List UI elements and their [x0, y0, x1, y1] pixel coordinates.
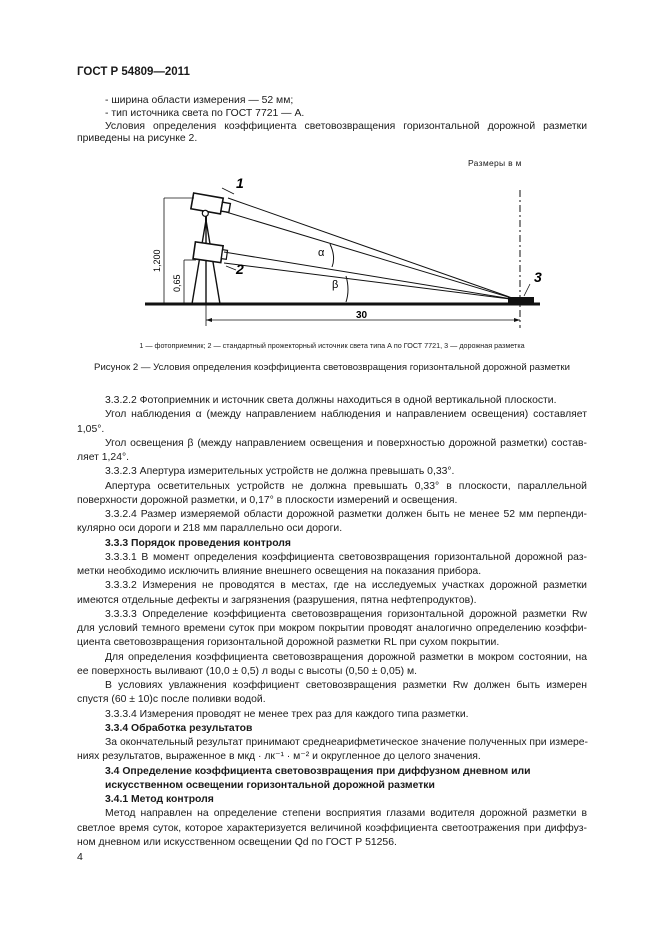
- page-number: 4: [77, 851, 83, 863]
- dim-length: 30: [356, 310, 368, 321]
- text-line: ее поверхность выливают (10,0 ± 0,5) л воды с высоты (0,50 ± 0,05) м.: [77, 665, 417, 677]
- dim-height-2: 0,65: [172, 274, 182, 292]
- text-line: Для определения коэффициента световозвращения дорожной разметки в мокром состоянии, на: [105, 651, 587, 663]
- text-line: спустя (60 ± 10)с после поливки водой.: [77, 694, 266, 706]
- text-line: поверхности дорожной разметки, и 0,17° в плоскости измерений и освещения.: [77, 494, 458, 506]
- figure-2: [140, 160, 560, 330]
- label-1: 1: [236, 175, 244, 191]
- text-line: ном дневном или искусственном освещении Qd по ГОСТ Р 51256.: [77, 836, 397, 848]
- text-line: Угол освещения β (между направлением освещения и поверхностью дорожной разметки) состав-: [105, 437, 587, 449]
- text-line: 3.3.2.2 Фотоприемник и источник света должны находиться в одной вертикальной плоскости.: [105, 395, 557, 406]
- label-3: 3: [534, 269, 542, 285]
- text-line: Угол наблюдения α (между направлением наблюдения и направлением освещения) составляет: [105, 409, 587, 421]
- text-line: 3.3.2.3 Апертура измерительных устройств не должна превышать 0,33°.: [105, 466, 455, 478]
- text-line: 3.3.3.2 Измерения не проводятся в местах, где на исследуемых участках дорожной разметки: [105, 580, 587, 592]
- text-line: метки необходимо исключить влияние внешнего освещения на показания прибора.: [77, 566, 482, 577]
- text-line: - ширина области измерения — 52 мм;: [105, 95, 294, 106]
- dim-height-1: 1,200: [152, 249, 162, 272]
- text-line: приведены на рисунке 2.: [77, 133, 198, 145]
- figure-caption: Рисунок 2 — Условия определения коэффициента световозвращения горизонтальной дорожной разметки: [94, 362, 570, 373]
- text-line: Условия определения коэффициента световозвращения горизонтальной дорожной разметки: [105, 120, 587, 132]
- figure-legend: 1 — фотоприемник; 2 — стандартный прожекторный источник света типа А по ГОСТ 7721, 3 — дорожная разметка: [139, 341, 525, 350]
- text-line: Апертура осветительных устройств не должна превышать 0,33° в плоскости, параллельной: [105, 480, 587, 492]
- text-line: кулярно оси дороги и 218 мм параллельно оси дороги.: [77, 523, 343, 535]
- text-line: За окончательный результат принимают среднеарифметическое значение полученных при измере-: [105, 737, 589, 748]
- text-line: 3.3.3 Порядок проведения контроля: [105, 537, 291, 549]
- text-line: имеются отдельные дефекты и загрязнения (разрушения, пятна нефтепродуктов).: [77, 594, 477, 606]
- text-line: циента световозвращения горизонтальной дорожной разметки RL при сухом покрытии.: [77, 637, 500, 649]
- text-line: 3.4 Определение коэффициента световозвращения при диффузном дневном или: [105, 765, 531, 777]
- text-line: 3.3.2.4 Размер измеряемой области дорожной разметки должен быть не менее 52 мм перпенди-: [105, 509, 587, 520]
- photoreceiver: [190, 193, 231, 220]
- label-2: 2: [236, 261, 244, 277]
- text-line: ляет 1,24°.: [77, 452, 130, 463]
- text-line: 3.3.4 Обработка результатов: [105, 722, 253, 734]
- measurement-diagram: [140, 160, 560, 330]
- observation-ray: [228, 198, 518, 300]
- text-line: 3.3.3.3 Определение коэффициента световозвращения горизонтальной дорожной разметки Rw: [105, 608, 587, 620]
- text-line: В условиях увлажнения коэффициент световозвращения разметки Rw должен быть измерен: [105, 680, 587, 691]
- text-line: Метод направлен на определение степени восприятия глазами водителя дорожной разметки в: [105, 808, 587, 820]
- angle-beta: β: [332, 279, 339, 291]
- illumination-ray: [224, 252, 518, 300]
- text-line: 3.4.1 Метод контроля: [105, 794, 214, 805]
- figure-sizes-note: Размеры в м: [468, 158, 522, 168]
- text-line: светлое время суток, которое характеризуется величиной коэффициента светоотражения при диффуз-: [77, 822, 587, 834]
- text-line: 3.3.3.4 Измерения проводят не менее трех раз для каждого типа разметки.: [105, 708, 469, 720]
- text-line: 3.3.3.1 В момент определения коэффициента световозвращения горизонтальной дорожной раз-: [105, 551, 587, 563]
- text-line: искусственном освещении горизонтальной дорожной разметки: [105, 779, 435, 791]
- text-line: - тип источника света по ГОСТ 7721 — А.: [105, 107, 305, 119]
- text-line: 1,05°.: [77, 423, 105, 435]
- text-line: ниях результатов, выраженное в мкд · лк⁻¹ · м⁻² и округленное до целого значения.: [77, 751, 481, 763]
- text-line: для условий темного времени суток при мокром покрытии проводят аналогично определению коэффи-: [77, 623, 587, 634]
- document-header: ГОСТ Р 54809—2011: [77, 66, 190, 78]
- angle-alpha: α: [318, 247, 325, 259]
- light-source: [193, 242, 228, 263]
